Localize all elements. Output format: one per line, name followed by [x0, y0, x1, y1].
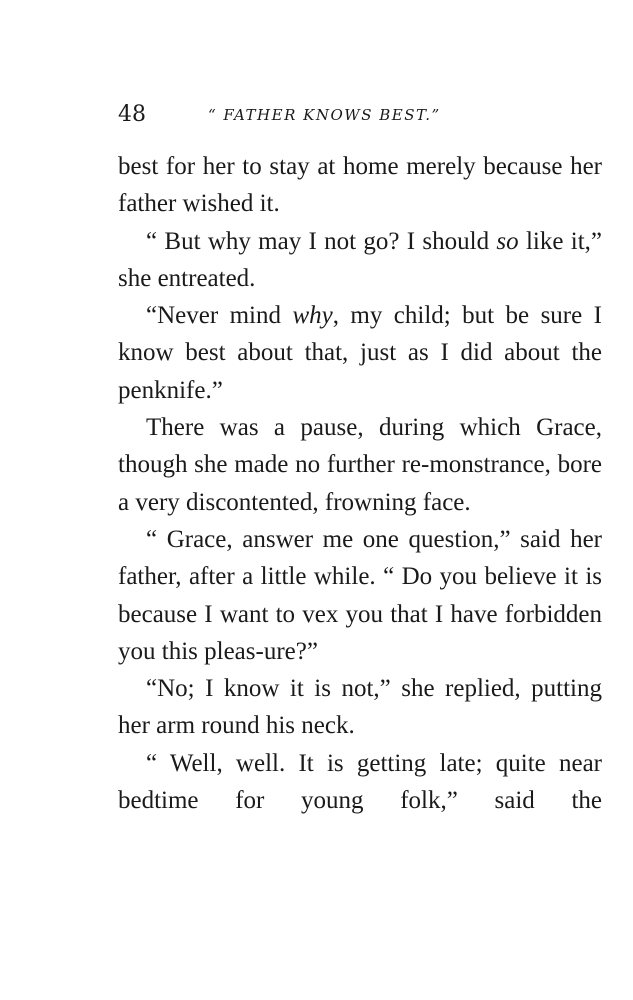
paragraph	[118, 670, 602, 745]
paragraph	[118, 409, 602, 521]
paragraph	[118, 223, 602, 298]
text-segment: “Never mind	[146, 302, 293, 330]
page-number: 48	[118, 102, 146, 127]
text-segment: “ Grace, answer me one question,” said her father, after a little while. “ Do you believe it is because I want to vex you that I have forbidden you this pleas-ure?”	[118, 525, 602, 665]
page-header	[118, 100, 604, 130]
text-segment: best for her to stay at home merely because her father wished it.	[118, 153, 602, 218]
italic-text: why	[292, 302, 333, 330]
paragraph	[118, 297, 602, 409]
italic-text: so	[496, 227, 519, 255]
text-segment: “No; I know it is not,” she replied, putting her arm round his neck.	[118, 675, 602, 740]
text-segment: There was a pause, during which Grace, though she made no further re-monstrance, bore a very discontented, frowning face.	[118, 414, 602, 516]
text-segment: “ But why may I not go? I should	[146, 227, 497, 255]
text-segment: , my child; but be sure I know best about that, just as I did about the penknife.”	[118, 302, 602, 404]
paragraph	[118, 745, 602, 820]
text-segment: “ Well, well. It is getting late; quite near bedtime for young folk,” said the	[118, 749, 602, 815]
body-text	[118, 148, 602, 819]
paragraph	[118, 521, 602, 670]
running-head: “ FATHER KNOWS BEST.”	[208, 106, 441, 124]
paragraph	[118, 148, 602, 223]
text-segment: like it,” she entreated.	[118, 227, 602, 292]
